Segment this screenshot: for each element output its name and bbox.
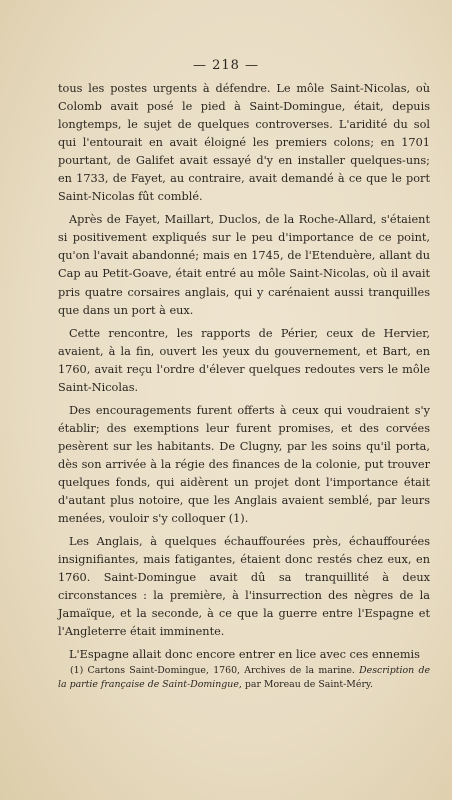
paragraph-4: Des encouragements furent offerts à ceux qui voudraient s'y établir; des exemptions leur furent promises, et des corvées pesèrent sur les habitants. De Clugny, par les soins qu'il porta, dès son arrivée à la régie des finances de la colonie, put trouver quelques fonds, qui aidèrent un projet dont l'importance était d'autant plus notoire, que les Anglais avaient semblé, par leurs menées, vouloir s'y colloquer (1). [58,403,430,526]
footnote [58,664,430,692]
footnote-source: Cartons Saint-Domingue, 1760, Archives de la marine. [87,665,360,676]
paragraph-6: L'Espagne allait donc encore entrer en lice avec ces ennemis [69,648,420,662]
paragraph-5: Les Anglais, à quelques échauffourées près, échauffourées insignifiantes, mais fatigantes, étaient donc restés chez eux, en 1760. Saint-Domingue avait dû sa tranquillité à deux circonstances : la première, à l'insurrection des nègres de la Jamaïque, et la seconde, à ce que la guerre entre l'Espagne et l'Angleterre était imminente. [58,535,430,639]
paragraph-1: tous les postes urgents à défendre. Le môle Saint-Nicolas, où Colomb avait posé le pied à Saint-Domingue, était, depuis longtemps, le sujet de quelques controverses. L'aridité du sol qui l'entourait en avait éloigné les premiers colons; en 1701 pourtant, de Galifet avait essayé d'y en installer quelques-uns; en 1733, de Fayet, au contraire, avait demandé à ce que le port Saint-Nicolas fût comblé. [58,82,430,204]
paragraph-3: Cette rencontre, les rapports de Périer, ceux de Hervier, avaient, à la fin, ouvert les yeux du gouvernement, et Bart, en 1760, avait reçu l'ordre d'élever quelques redoutes vers le môle Saint-Nicolas. [58,326,430,394]
footnote-title: Description de la partie française de Saint-Domingue [58,665,430,690]
footnote-marker: (1) [70,665,84,676]
paragraph-2: Après de Fayet, Maillart, Duclos, de la Roche-Allard, s'étaient si positivement expliqués sur le peu d'importance de ce point, qu'on l'avait abandonné; mais en 1745, de l'Etenduère, allant du Cap au Petit-Goave, était entré au môle Saint-Nicolas, où il avait pris quatre corsaires anglais, qui y carénaient aussi tranquilles que dans un port à eux. [58,213,430,317]
body-text [58,80,430,664]
footnote-author: , par Moreau de Saint-Méry. [238,679,373,690]
page-number: — 218 — [192,58,260,73]
